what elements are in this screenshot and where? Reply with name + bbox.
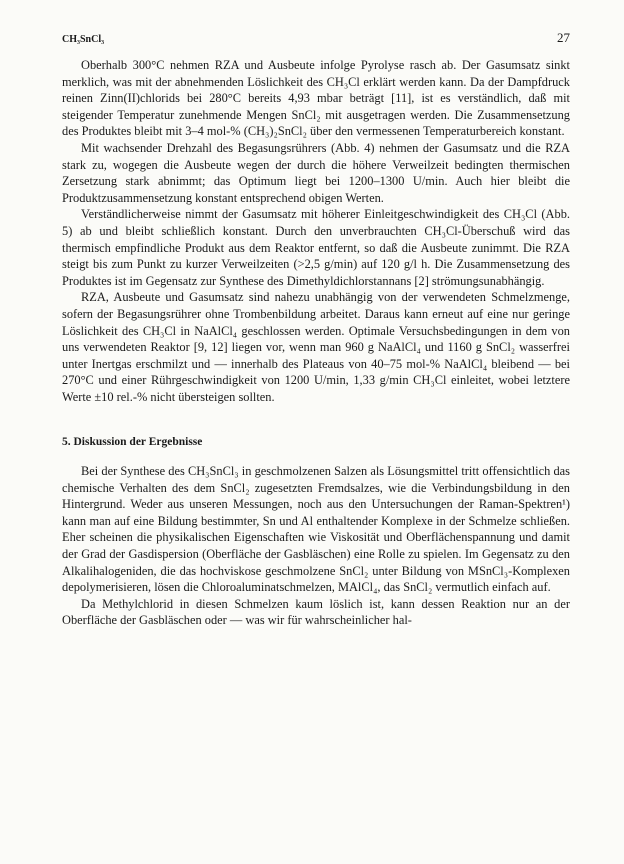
running-head xyxy=(62,30,570,46)
running-head-title: CH₃SnCl₃ xyxy=(62,34,105,45)
paragraph-stirrer-speed: Mit wachsender Drehzahl des Begasungsrührers (Abb. 4) nehmen der Gasumsatz und die RZA stark zu, wogegen die Ausbeute wegen der durch die höhere Verweilzeit bedingten thermischen Zersetzung stark abnimmt; das Optimum liegt bei 1200–1300 U/min. Auch hier bleibt die Produktzusammensetzung konstant entsprechend obigen Werten. xyxy=(62,140,570,205)
paragraph-discussion: Bei der Synthese des CH₃SnCl₃ in geschmolzenen Salzen als Lösungsmittel tritt offensichtlich das chemische Verhalten des dem SnCl₂ zugesetzten Fremdsalzes, wie die Verbindungsbildung in den Hintergrund. Weder aus unseren Messungen, noch aus den Untersuchungen der Raman-Spektren¹) kann man auf eine Bildung bestimmter, Sn und Al enthaltender Komplexe in der Schmelze schließen. Eher scheinen die physikalischen Eigenschaften wie Viskosität und Oberflächenspannung und damit der Grad der Gasdispersion (Oberfläche der Gasbläschen) eine Rolle zu spielen. Im Gegensatz zu den Alkalihalogeniden, die das hochviskose geschmolzene SnCl₂ unter Bildung von MSnCl₃-Komplexen depolymerisieren, lösen die Chloroaluminatschmelzen, MAlCl₄, das SnCl₂ vermutlich einfach auf. xyxy=(62,464,570,595)
paragraph-methyl-chloride: Da Methylchlorid in diesen Schmelzen kaum löslich ist, kann dessen Reaktion nur an der Oberfläche der Gasbläschen oder — was wir für wahrscheinlicher hal- xyxy=(62,596,570,628)
paragraph-pyrolysis: Oberhalb 300°C nehmen RZA und Ausbeute infolge Pyrolyse rasch ab. Der Gasumsatz sinkt merklich, was mit der abnehmenden Löslichkeit des CH₃Cl erklärt werden kann. Da der Dampfdruck reinen Zinn(II)chlorids bei 280°C bereits 4,93 mbar beträgt [11], ist es verständlich, daß mit steigender Temperatur zunehmende Mengen SnCl₂ mit ausgetragen werden. Die Zusammensetzung des Produktes bleibt mit 3–4 mol-% (CH₃)₂SnCl₂ über den vermessenen Temperaturbereich konstant. xyxy=(62,58,570,139)
section-heading: 5. Diskussion der Ergebnisse xyxy=(62,436,203,449)
paragraph-gas-flow: Verständlicherweise nimmt der Gasumsatz mit höherer Einleitgeschwindigkeit des CH₃Cl (Abb. 5) ab und bleibt schließlich konstant. Durch den unverbrauchten CH₃Cl-Überschuß wird das thermisch empfindliche Produkt aus dem Reaktor entfernt, so daß die Ausbeute zunimmt. Die RZA steigt bis zum Punkt zu kurzer Verweilzeiten (>2,5 g/min) auf 120 g/l h. Die Zusammensetzung des Produktes ist im Gegensatz zur Synthese des Dimethyldichlorstannans [2] strömungsunabhängig. xyxy=(62,207,570,288)
body-text xyxy=(62,57,570,629)
page-number: 27 xyxy=(557,30,570,45)
paragraph-melt-amount: RZA, Ausbeute und Gasumsatz sind nahezu unabhängig von der verwendeten Schmelzmenge, sofern der Begasungsrührer ohne Trombenbildung arbeitet. Daraus kann erneut auf eine nur geringe Löslichkeit des CH₃Cl in NaAlCl₄ geschlossen werden. Optimale Versuchsbedingungen in dem von uns verwendeten Reaktor [9, 12] liegen vor, wenn man 960 g NaAlCl₄ und 1160 g SnCl₂ wasserfrei unter Inertgas erschmilzt und — innerhalb des Plateaus von 40–75 mol-% NaAlCl₄ bleibend — bei 270°C und einer Rührgeschwindigkeit von 1200 U/min, 1,33 g/min CH₃Cl einleitet, wobei letztere Werte ±10 rel.-% nicht übersteigen sollten. xyxy=(62,290,570,404)
